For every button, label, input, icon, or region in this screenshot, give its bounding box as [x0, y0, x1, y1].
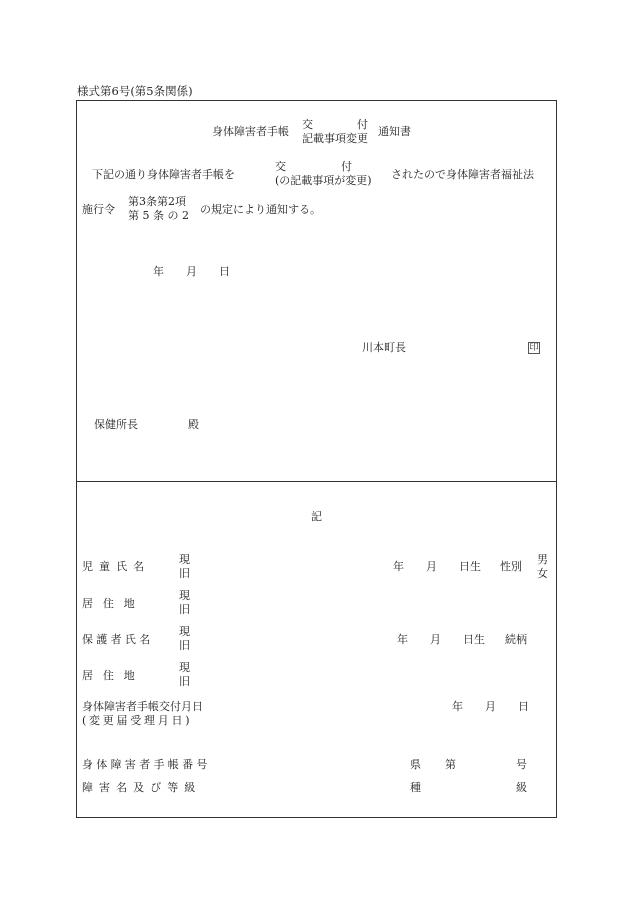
body-line1-suffix: されたので身体障害者福祉法	[391, 168, 534, 181]
form-label: 様式第6号(第5条関係)	[77, 84, 193, 98]
guardian-name-genkyu	[179, 625, 190, 653]
grade-mark: 級	[516, 781, 527, 794]
title-option-issue: 交 付	[302, 118, 368, 131]
article-options	[128, 195, 189, 223]
body-option-change: (の記載事項が変更)	[275, 173, 372, 187]
body-line1-prefix: 下記の通り身体障害者手帳を	[92, 168, 235, 181]
disability-label: 障害名及び等級	[82, 781, 202, 794]
genkyu-old: 旧	[179, 602, 190, 616]
issue-date-label: 身体障害者手帳交付月日	[82, 700, 203, 713]
change-date-label: (変更届受理月日)	[82, 713, 193, 727]
article-option-a: 第3条第2項	[128, 195, 186, 208]
genkyu-old: 旧	[179, 674, 190, 688]
child-name-genkyu	[179, 553, 190, 581]
section-title: 記	[311, 510, 322, 523]
genkyu-old: 旧	[179, 566, 190, 580]
notebook-number-label: 身体障害者手帳番号	[82, 758, 211, 771]
body-line2-suffix: の規定により通知する。	[200, 203, 321, 216]
child-residence-label: 居住地	[82, 597, 145, 610]
title-suffix: 通知書	[378, 125, 411, 138]
recipient-honorific: 殿	[188, 418, 199, 431]
article-option-b: 第 5 条 の 2	[128, 208, 189, 222]
title-option-change: 記載事項変更	[302, 131, 368, 145]
guardian-residence-genkyu	[179, 661, 190, 689]
genkyu-new: 現	[179, 553, 190, 566]
number-suffix: 号	[516, 758, 527, 771]
genkyu-new: 現	[179, 625, 190, 638]
notice-date: 年 月 日	[153, 265, 230, 278]
issue-date-value: 年 月 日	[452, 700, 529, 713]
recipient-name: 保健所長	[94, 418, 138, 431]
guardian-residence-label: 居住地	[82, 669, 145, 682]
body-option-issue: 交 付	[275, 160, 352, 173]
guardian-birth-date: 年 月 日生	[397, 633, 485, 646]
child-birth-date: 年 月 日生	[393, 560, 481, 573]
sex-female: 女	[537, 566, 548, 580]
genkyu-new: 現	[179, 589, 190, 602]
title-options	[302, 118, 368, 146]
genkyu-old: 旧	[179, 638, 190, 652]
genkyu-new: 現	[179, 661, 190, 674]
issuer-name: 川本町長	[362, 341, 406, 354]
child-name-label: 児童氏名	[82, 560, 151, 573]
body-line2-prefix: 施行令	[82, 203, 115, 216]
guardian-name-label: 保護者氏名	[82, 633, 154, 646]
type-mark: 種	[410, 781, 421, 794]
sex-label: 性別	[500, 560, 522, 573]
body-options	[275, 160, 372, 188]
sex-options	[537, 553, 548, 581]
number-prefix: 第	[445, 758, 456, 771]
sex-male: 男	[537, 553, 548, 566]
prefecture-mark: 県	[410, 758, 421, 771]
seal-mark: 印	[529, 343, 539, 353]
child-residence-genkyu	[179, 589, 190, 617]
title-main: 身体障害者手帳	[212, 125, 289, 138]
section-divider	[76, 481, 557, 482]
issue-date-labels	[82, 700, 203, 728]
relation-label: 続柄	[505, 633, 527, 646]
